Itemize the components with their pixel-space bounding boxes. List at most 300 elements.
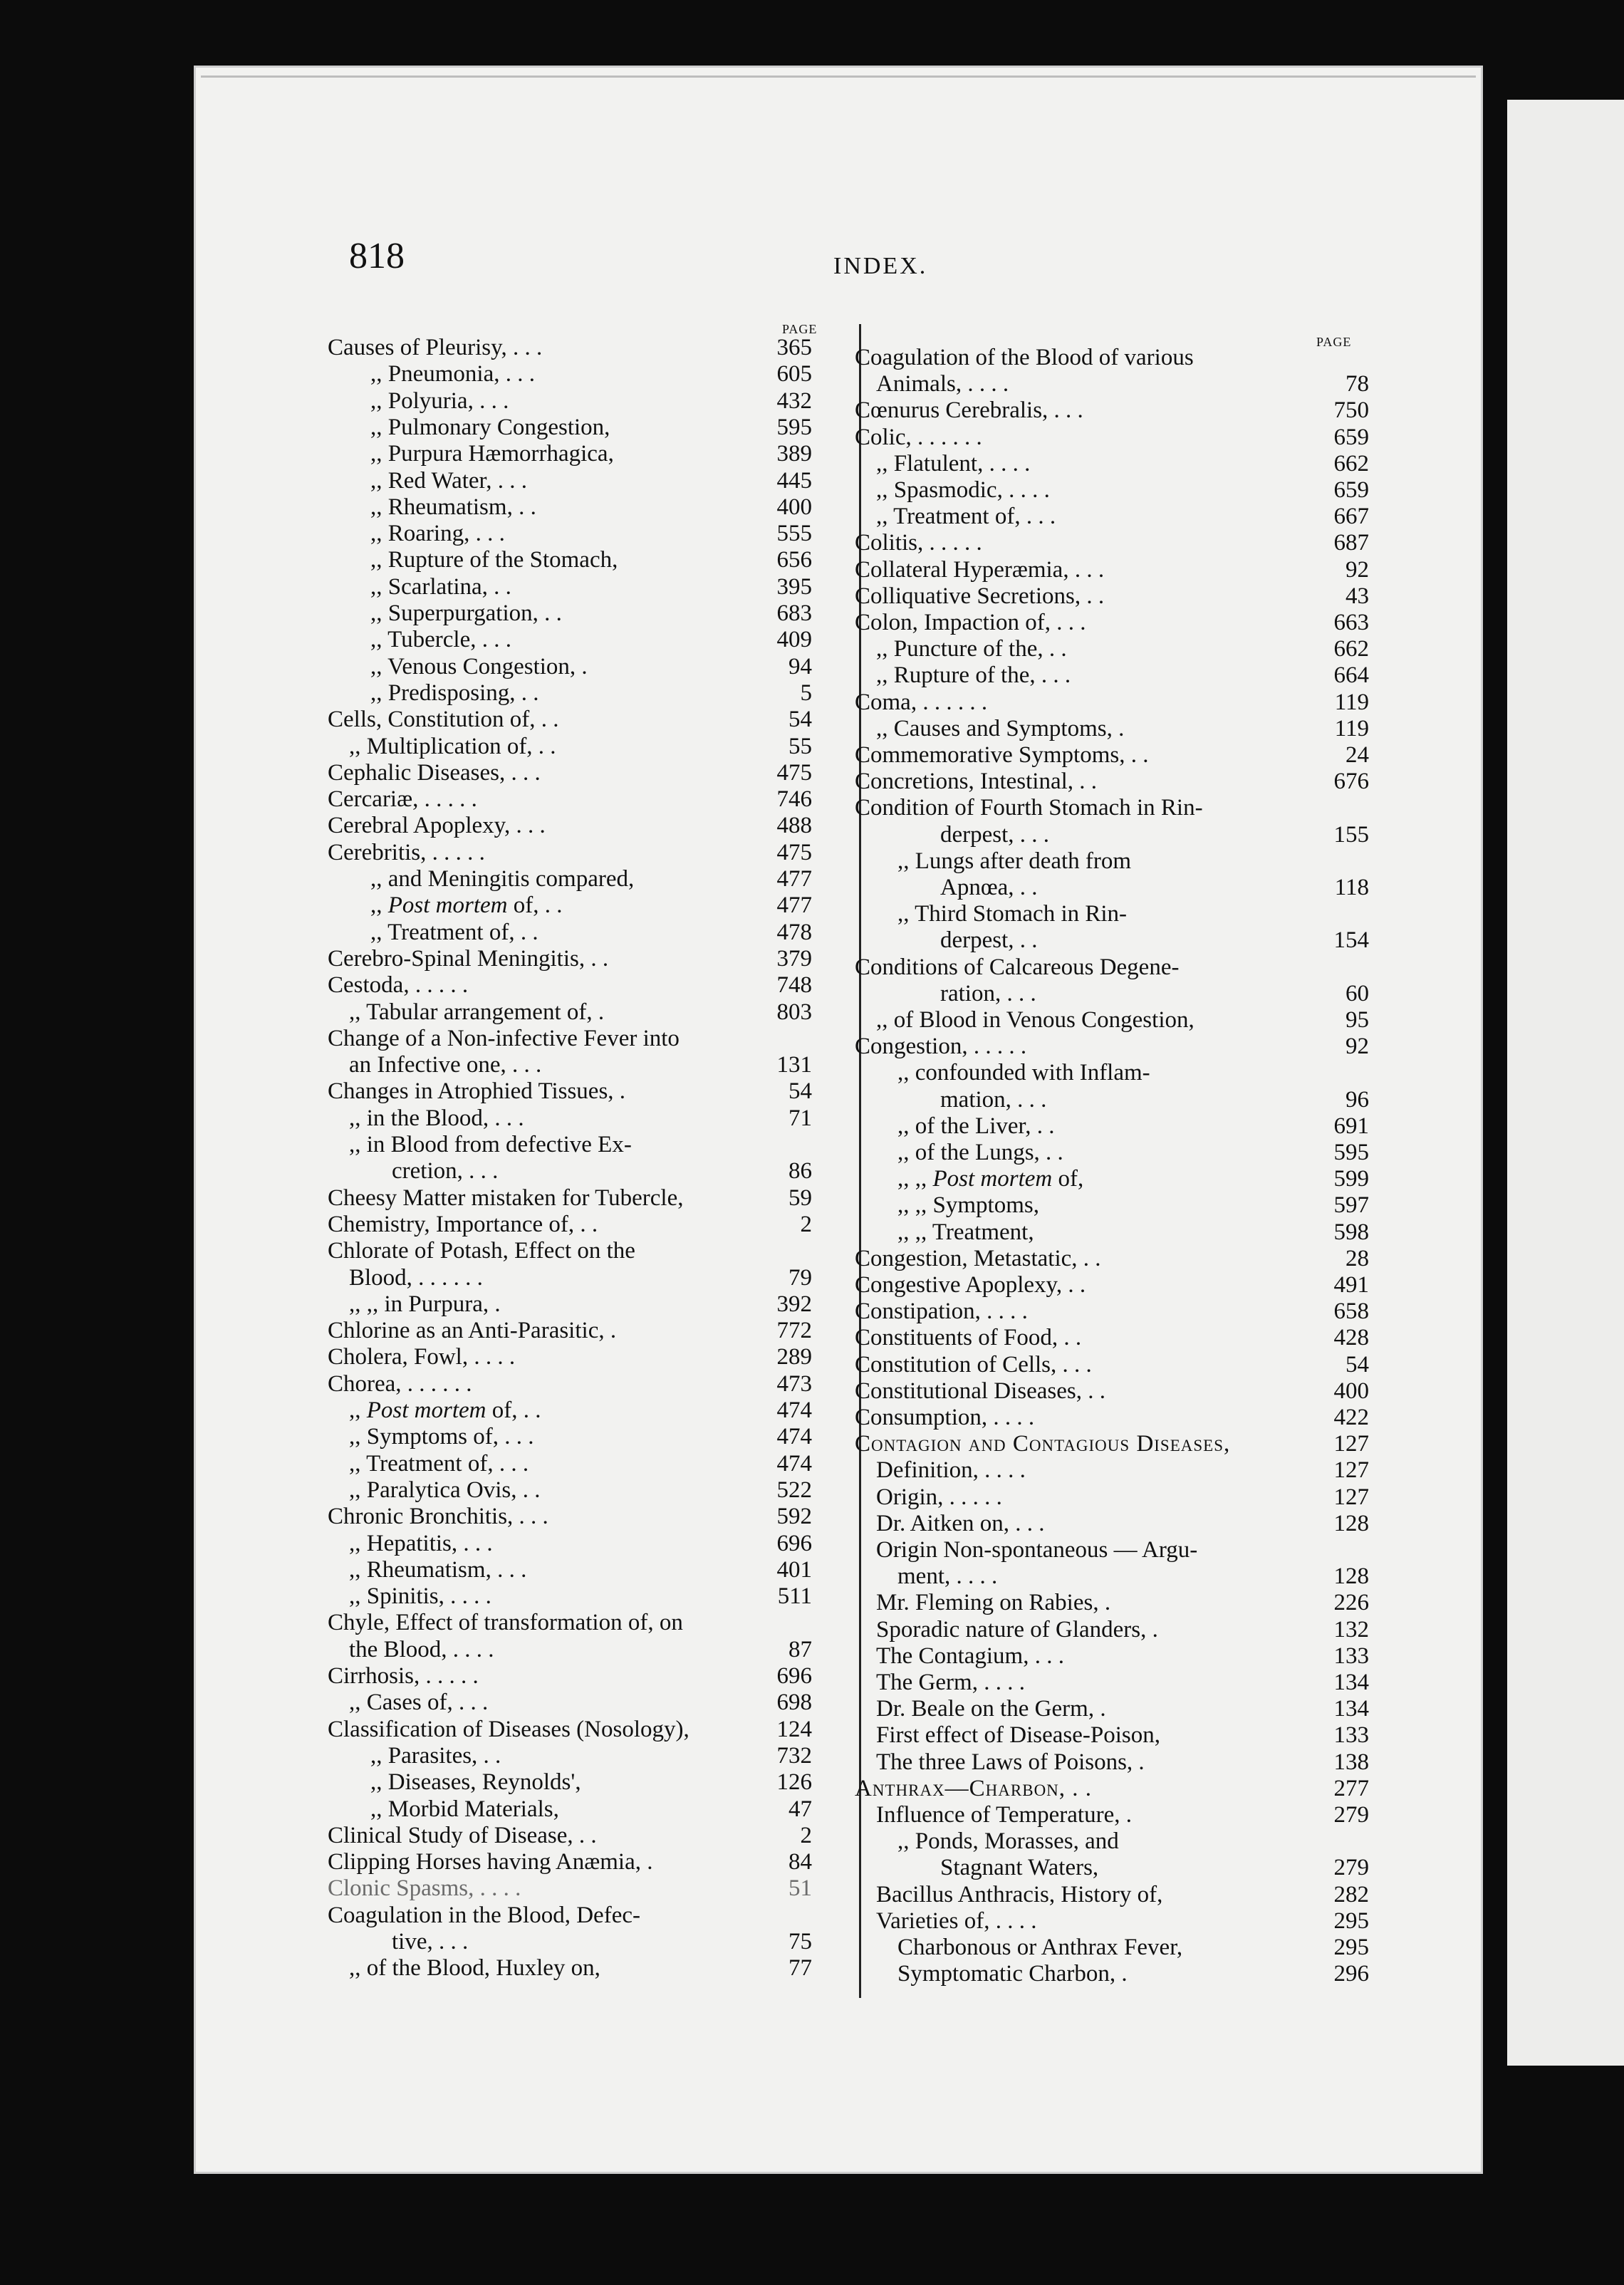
entry-page-number: 522: [776, 1477, 812, 1503]
index-entry: [855, 608, 1369, 637]
italic-phrase: Post mortem: [932, 1166, 1053, 1192]
entry-text: ,, Paralytica Ovis, . .: [349, 1477, 541, 1503]
entry-text: derpest, . .: [940, 927, 1038, 954]
index-entry: [855, 1615, 1369, 1644]
entry-page-number: 54: [1345, 1351, 1369, 1378]
entry-text: ,, Diseases, Reynolds',: [370, 1769, 581, 1796]
index-entry: [328, 759, 812, 787]
index-entry: [855, 926, 1369, 954]
entry-page-number: 279: [1333, 1855, 1369, 1881]
index-entry: [328, 1529, 812, 1558]
index-entry: [328, 1848, 812, 1876]
entry-text: ,, ,, Post mortem of,: [897, 1166, 1084, 1192]
entry-page-number: 28: [1345, 1245, 1369, 1271]
index-entry: [328, 546, 812, 574]
entry-page-number: 59: [788, 1185, 812, 1211]
index-entry: [855, 767, 1369, 796]
entry-page-number: 662: [1333, 636, 1369, 662]
index-entry: [855, 1191, 1369, 1219]
entry-text: ,, Cases of, . . .: [349, 1690, 489, 1716]
index-entry: [328, 519, 812, 548]
index-entry: [328, 360, 812, 388]
index-entry: [855, 847, 1369, 875]
entry-page-number: 133: [1333, 1722, 1369, 1749]
entry-text: Constitutional Diseases, . .: [855, 1378, 1105, 1404]
entry-text: Origin, . . . . .: [876, 1484, 1002, 1510]
entry-page-number: 477: [776, 866, 812, 892]
entry-page-number: 491: [1333, 1272, 1369, 1298]
entry-text: ,, Spinitis, . . . .: [349, 1583, 491, 1610]
entry-text: Congestion, . . . . .: [855, 1034, 1027, 1060]
index-entry: [328, 439, 812, 468]
entry-text: Bacillus Anthracis, History of,: [876, 1881, 1163, 1907]
index-entry: [328, 333, 812, 362]
page-number: 818: [349, 236, 405, 276]
index-entry: [855, 1323, 1369, 1352]
entry-text: ,, Rheumatism, . . .: [349, 1556, 527, 1583]
index-entry: [855, 1853, 1369, 1882]
entry-text: Condition of Fourth Stomach in Rin-: [855, 795, 1203, 821]
index-entry: [328, 573, 812, 601]
entry-page-number: 748: [776, 972, 812, 999]
entry-page-number: 282: [1333, 1881, 1369, 1907]
index-entry: [328, 705, 812, 734]
index-entry: [328, 1556, 812, 1584]
entry-text: ,, Polyuria, . . .: [370, 387, 509, 414]
entry-page-number: 75: [788, 1929, 812, 1955]
entry-page-number: 663: [1333, 610, 1369, 635]
entry-page-number: 422: [1333, 1405, 1369, 1430]
entry-text: Apnœa, . .: [940, 875, 1038, 900]
index-entry: [328, 1954, 812, 1982]
index-entry: [328, 838, 812, 867]
index-entry: [328, 1051, 812, 1079]
entry-page-number: 473: [776, 1370, 812, 1397]
entry-page-number: 389: [776, 441, 812, 467]
entry-text: Colic, . . . . . .: [855, 424, 982, 450]
index-entry: [328, 652, 812, 681]
entry-page-number: 696: [776, 1530, 812, 1556]
entry-page-number: 92: [1345, 556, 1369, 583]
entry-text: Coagulation in the Blood, Defec-: [328, 1902, 640, 1928]
entry-page-number: 124: [776, 1716, 812, 1742]
entry-page-number: 128: [1333, 1563, 1369, 1590]
index-entry: [855, 1668, 1369, 1697]
index-entry: [328, 891, 812, 920]
entry-page-number: 474: [776, 1424, 812, 1450]
entry-text: ,, Treatment of, . . .: [349, 1450, 529, 1477]
entry-page-number: 803: [776, 999, 812, 1025]
entry-page-number: 772: [776, 1318, 812, 1344]
index-entry: [855, 582, 1369, 610]
index-entry: [855, 1880, 1369, 1909]
entry-page-number: 134: [1333, 1696, 1369, 1722]
index-entry: [855, 1297, 1369, 1326]
entry-page-number: 126: [776, 1769, 812, 1796]
entry-page-number: 659: [1333, 477, 1369, 503]
entry-page-number: 746: [776, 786, 812, 813]
entry-text: ,, Treatment of, . .: [370, 919, 538, 945]
index-entry: [855, 1959, 1369, 1988]
index-entry: [328, 1874, 812, 1903]
entry-text: ,, Venous Congestion, .: [370, 653, 588, 680]
index-entry: [855, 821, 1369, 849]
running-head: INDEX.: [833, 253, 928, 279]
entry-text: Concretions, Intestinal, . .: [855, 769, 1098, 795]
index-entry: [328, 1821, 812, 1850]
entry-text: Constituents of Food, . .: [855, 1325, 1082, 1351]
entry-text: Mr. Fleming on Rabies, .: [876, 1590, 1111, 1616]
entry-text: Colon, Impaction of, . . .: [855, 610, 1086, 635]
entry-page-number: 475: [776, 759, 812, 786]
entry-page-number: 379: [776, 945, 812, 972]
index-entry: [855, 900, 1369, 928]
index-entry: [855, 635, 1369, 663]
entry-text: ,, Symptoms of, . . .: [349, 1424, 534, 1450]
entry-text: Chronic Bronchitis, . . .: [328, 1504, 548, 1530]
index-entry: [328, 944, 812, 973]
entry-page-number: 132: [1333, 1616, 1369, 1643]
index-entry: [328, 1688, 812, 1717]
entry-text: The Contagium, . . .: [876, 1643, 1064, 1669]
index-entry: [855, 1112, 1369, 1140]
entry-text: ,, of Blood in Venous Congestion,: [876, 1007, 1194, 1033]
entry-text: Colliquative Secretions, . .: [855, 583, 1105, 609]
index-entry: [328, 732, 812, 761]
entry-page-number: 295: [1333, 1907, 1369, 1934]
entry-text: Cephalic Diseases, . . .: [328, 759, 541, 786]
index-entry: [328, 1237, 812, 1265]
index-entry: [855, 1456, 1369, 1484]
entry-text: ,, Treatment of, . . .: [876, 504, 1056, 530]
entry-text: ,, Third Stomach in Rin-: [897, 901, 1128, 927]
entry-page-number: 43: [1345, 583, 1369, 609]
right-page-label: PAGE: [1316, 335, 1352, 349]
index-entry: [328, 1343, 812, 1371]
entry-text: ,, Rupture of the Stomach,: [370, 547, 618, 573]
entry-text: Clonic Spasms, . . . .: [328, 1875, 521, 1902]
entry-page-number: 598: [1333, 1219, 1369, 1245]
entry-page-number: 395: [776, 573, 812, 600]
entry-text: ,, Pulmonary Congestion,: [370, 414, 610, 440]
entry-text: Dr. Beale on the Germ, .: [876, 1696, 1106, 1722]
index-entry: [855, 1244, 1369, 1273]
entry-text: Constipation, . . . .: [855, 1298, 1028, 1325]
entry-page-number: 687: [1333, 530, 1369, 556]
entry-text: Cœnurus Cerebralis, . . .: [855, 397, 1083, 424]
entry-page-number: 659: [1333, 424, 1369, 450]
entry-text: ,, Pneumonia, . . .: [370, 361, 535, 387]
entry-text: mation, . . .: [940, 1086, 1047, 1113]
entry-page-number: 5: [800, 680, 812, 706]
index-entry: [855, 370, 1369, 398]
entry-text: Cerebritis, . . . . .: [328, 839, 485, 865]
entry-page-number: 86: [788, 1158, 812, 1185]
entry-page-number: 295: [1333, 1935, 1369, 1960]
entry-text: ,, Tubercle, . . .: [370, 627, 511, 653]
entry-page-number: 95: [1345, 1007, 1369, 1033]
entry-page-number: 401: [776, 1556, 812, 1583]
entry-text: ,, Causes and Symptoms, .: [876, 715, 1125, 741]
index-entry: [328, 1104, 812, 1133]
index-entry: [855, 1271, 1369, 1299]
entry-page-number: 667: [1333, 504, 1369, 530]
index-entry: [328, 467, 812, 495]
entry-page-number: 428: [1333, 1325, 1369, 1351]
entry-text: ,, Scarlatina, . .: [370, 573, 511, 600]
entry-text: Animals, . . . .: [876, 371, 1009, 397]
index-entry: [855, 1642, 1369, 1670]
entry-text: the Blood, . . . .: [349, 1636, 494, 1662]
entry-text: Colitis, . . . . .: [855, 530, 982, 556]
entry-page-number: 92: [1345, 1034, 1369, 1060]
entry-text: ,, Hepatitis, . . .: [349, 1530, 493, 1556]
entry-text: cretion, . . .: [392, 1158, 499, 1185]
entry-text: Constitution of Cells, . . .: [855, 1351, 1092, 1378]
entry-text: Collateral Hyperæmia, . . .: [855, 556, 1105, 583]
entry-page-number: 750: [1333, 397, 1369, 424]
entry-text: Varieties of, . . . .: [876, 1907, 1037, 1934]
entry-page-number: 698: [776, 1690, 812, 1716]
index-entry: [328, 1715, 812, 1744]
index-entry: [328, 998, 812, 1026]
entry-page-number: 155: [1333, 821, 1369, 848]
index-entry: [328, 1157, 812, 1185]
entry-text: Cheesy Matter mistaken for Tubercle,: [328, 1185, 684, 1211]
index-entry: [855, 953, 1369, 982]
entry-text: Symptomatic Charbon, .: [897, 1961, 1128, 1987]
entry-text: Contagion and Contagious Diseases,: [855, 1431, 1231, 1457]
index-entry: [855, 1032, 1369, 1061]
index-entry: [855, 1138, 1369, 1167]
index-entry: [855, 1721, 1369, 1749]
index-entry: [328, 413, 812, 442]
index-entry: [855, 688, 1369, 717]
index-entry: [328, 918, 812, 947]
index-entry: [328, 1768, 812, 1796]
entry-text: Clinical Study of Disease, . .: [328, 1822, 597, 1848]
entry-text: Stagnant Waters,: [940, 1855, 1099, 1881]
italic-phrase: Post mortem: [366, 1397, 486, 1423]
entry-page-number: 597: [1333, 1192, 1369, 1219]
entry-text: Chyle, Effect of transformation of, on: [328, 1610, 683, 1636]
entry-page-number: 662: [1333, 450, 1369, 477]
entry-text: Influence of Temperature, .: [876, 1802, 1132, 1828]
index-entry: [855, 1430, 1369, 1458]
index-entry: [328, 1264, 812, 1292]
entry-text: ,, and Meningitis compared,: [370, 866, 635, 892]
entry-text: Anthrax—Charbon, . .: [855, 1775, 1093, 1801]
entry-text: ,, ,, in Purpura, .: [349, 1291, 501, 1317]
index-entry: [855, 714, 1369, 743]
entry-page-number: 119: [1334, 689, 1369, 715]
entry-page-number: 54: [788, 1078, 812, 1105]
entry-text: ,, confounded with Inflam-: [897, 1060, 1150, 1086]
index-entry: [328, 1608, 812, 1637]
index-entry: [855, 1588, 1369, 1617]
entry-text: Sporadic nature of Glanders, .: [876, 1616, 1158, 1643]
entry-page-number: 592: [776, 1504, 812, 1530]
index-entry: [855, 1509, 1369, 1538]
entry-text: ,, of the Liver, . .: [897, 1113, 1055, 1139]
index-entry: [328, 1635, 812, 1664]
entry-page-number: 696: [776, 1663, 812, 1689]
entry-page-number: 154: [1333, 927, 1369, 954]
entry-text: ,, Spasmodic, . . . .: [876, 477, 1050, 503]
index-entry: [855, 661, 1369, 689]
entry-text: Definition, . . . .: [876, 1457, 1026, 1484]
index-entry: [328, 625, 812, 654]
entry-page-number: 599: [1333, 1166, 1369, 1192]
entry-text: ,, Red Water, . . .: [370, 467, 527, 494]
entry-text: Dr. Aitken on, . . .: [876, 1510, 1045, 1536]
index-entry: [328, 599, 812, 628]
index-entry: [855, 873, 1369, 902]
entry-text: ,, Multiplication of, . .: [349, 733, 556, 759]
entry-page-number: 555: [776, 521, 812, 547]
index-entry: [328, 865, 812, 893]
entry-text: ,, ,, Treatment,: [897, 1219, 1034, 1245]
index-entry: [855, 1165, 1369, 1193]
entry-page-number: 51: [788, 1875, 812, 1902]
entry-page-number: 71: [788, 1105, 812, 1131]
index-entry: [328, 1662, 812, 1690]
index-entry: [855, 793, 1369, 822]
entry-text: First effect of Disease-Poison,: [876, 1722, 1160, 1749]
entry-text: Chlorate of Potash, Effect on the: [328, 1238, 635, 1264]
entry-text: Chorea, . . . . . .: [328, 1370, 472, 1397]
index-entry: [328, 1582, 812, 1610]
entry-text: ,, Post mortem of, . .: [349, 1397, 541, 1423]
entry-page-number: 664: [1333, 662, 1369, 689]
entry-page-number: 277: [1333, 1775, 1369, 1801]
entry-text: ,, Lungs after death from: [897, 848, 1132, 874]
entry-text: ,, Rupture of the, . . .: [876, 662, 1071, 689]
index-entry: [855, 449, 1369, 478]
index-entry: [855, 1086, 1369, 1114]
entry-page-number: 84: [788, 1849, 812, 1875]
index-entry: [855, 1218, 1369, 1246]
entry-page-number: 54: [788, 707, 812, 733]
index-entry: [328, 1316, 812, 1345]
entry-page-number: 128: [1333, 1510, 1369, 1536]
entry-text: ,, Puncture of the, . .: [876, 636, 1067, 662]
italic-phrase: Post mortem: [387, 892, 508, 919]
index-entry: [328, 493, 812, 521]
entry-text: Changes in Atrophied Tissues, .: [328, 1078, 626, 1105]
entry-text: Blood, . . . . . .: [349, 1264, 483, 1291]
entry-text: ,, Post mortem of, . .: [370, 892, 563, 919]
entry-text: Cirrhosis, . . . . .: [328, 1663, 479, 1689]
entry-text: Commemorative Symptoms, . .: [855, 742, 1149, 768]
entry-page-number: 55: [788, 733, 812, 759]
index-entry: [855, 1562, 1369, 1591]
entry-text: ,, in Blood from defective Ex-: [349, 1132, 632, 1157]
entry-page-number: 24: [1345, 742, 1369, 768]
entry-text: Cestoda, . . . . .: [328, 972, 469, 999]
index-entry: [855, 1774, 1369, 1803]
entry-page-number: 133: [1333, 1643, 1369, 1669]
entry-text: ,, Tabular arrangement of, .: [349, 999, 605, 1025]
index-entry: [855, 556, 1369, 584]
index-entry: [855, 1006, 1369, 1034]
index-entry: [855, 529, 1369, 557]
index-entry: [855, 1933, 1369, 1962]
entry-page-number: 400: [1333, 1378, 1369, 1404]
entry-page-number: 2: [800, 1211, 812, 1237]
entry-text: Conditions of Calcareous Degene-: [855, 954, 1180, 980]
entry-page-number: 119: [1334, 715, 1369, 741]
entry-page-number: 475: [776, 839, 812, 865]
index-entry: [328, 1742, 812, 1770]
entry-page-number: 87: [788, 1636, 812, 1662]
index-entry: [855, 396, 1369, 425]
entry-page-number: 78: [1345, 371, 1369, 397]
entry-page-number: 47: [788, 1796, 812, 1822]
entry-page-number: 683: [776, 600, 812, 626]
entry-page-number: 79: [788, 1264, 812, 1291]
index-entry: [855, 741, 1369, 769]
index-entry: [328, 1370, 812, 1398]
entry-text: Congestion, Metastatic, . .: [855, 1245, 1101, 1271]
index-entry: [328, 1422, 812, 1451]
index-entry: [855, 979, 1369, 1008]
index-entry: [855, 1748, 1369, 1776]
entry-text: Classification of Diseases (Nosology),: [328, 1716, 689, 1742]
index-entry: [328, 1901, 812, 1930]
entry-page-number: 134: [1333, 1670, 1369, 1695]
entry-page-number: 296: [1333, 1961, 1369, 1987]
index-entry: [855, 1377, 1369, 1405]
entry-text: ,, Rheumatism, . .: [370, 494, 536, 520]
entry-text: Cerebro-Spinal Meningitis, . .: [328, 945, 609, 972]
index-entry: [855, 1483, 1369, 1511]
entry-page-number: 118: [1334, 875, 1369, 900]
entry-text: an Infective one, . . .: [349, 1052, 542, 1078]
entry-text: ,, of the Lungs, . .: [897, 1140, 1063, 1165]
entry-text: ration, . . .: [940, 980, 1036, 1006]
entry-text: ,, Ponds, Morasses, and: [897, 1828, 1119, 1855]
index-entry: [855, 502, 1369, 531]
entry-text: Charbonous or Anthrax Fever,: [897, 1935, 1183, 1960]
index-entry: [855, 1536, 1369, 1564]
entry-page-number: 488: [776, 813, 812, 839]
entry-text: Chlorine as an Anti-Parasitic, .: [328, 1318, 617, 1344]
entry-page-number: 474: [776, 1397, 812, 1423]
entry-page-number: 656: [776, 547, 812, 573]
index-entry: [328, 785, 812, 813]
entry-text: Congestive Apoplexy, . .: [855, 1272, 1086, 1298]
entry-text: ,, ,, Symptoms,: [897, 1192, 1039, 1219]
entry-text: ,, Parasites, . .: [370, 1742, 501, 1769]
index-entry: [855, 1058, 1369, 1087]
entry-text: ,, Morbid Materials,: [370, 1796, 559, 1822]
entry-page-number: 2: [800, 1822, 812, 1848]
entry-page-number: 409: [776, 627, 812, 653]
entry-text: Cerebral Apoplexy, . . .: [328, 813, 546, 839]
entry-page-number: 96: [1345, 1086, 1369, 1113]
entry-text: Cholera, Fowl, . . . .: [328, 1344, 516, 1370]
adjacent-page-edge: [1507, 100, 1624, 2066]
index-entry: [855, 1827, 1369, 1855]
entry-page-number: 658: [1333, 1298, 1369, 1325]
index-entry: [855, 343, 1369, 372]
entry-text: ,, Superpurgation, . .: [370, 600, 562, 626]
index-entry: [855, 423, 1369, 452]
entry-text: ,, of the Blood, Huxley on,: [349, 1955, 600, 1982]
index-entry: [328, 1184, 812, 1212]
entry-page-number: 392: [776, 1291, 812, 1317]
